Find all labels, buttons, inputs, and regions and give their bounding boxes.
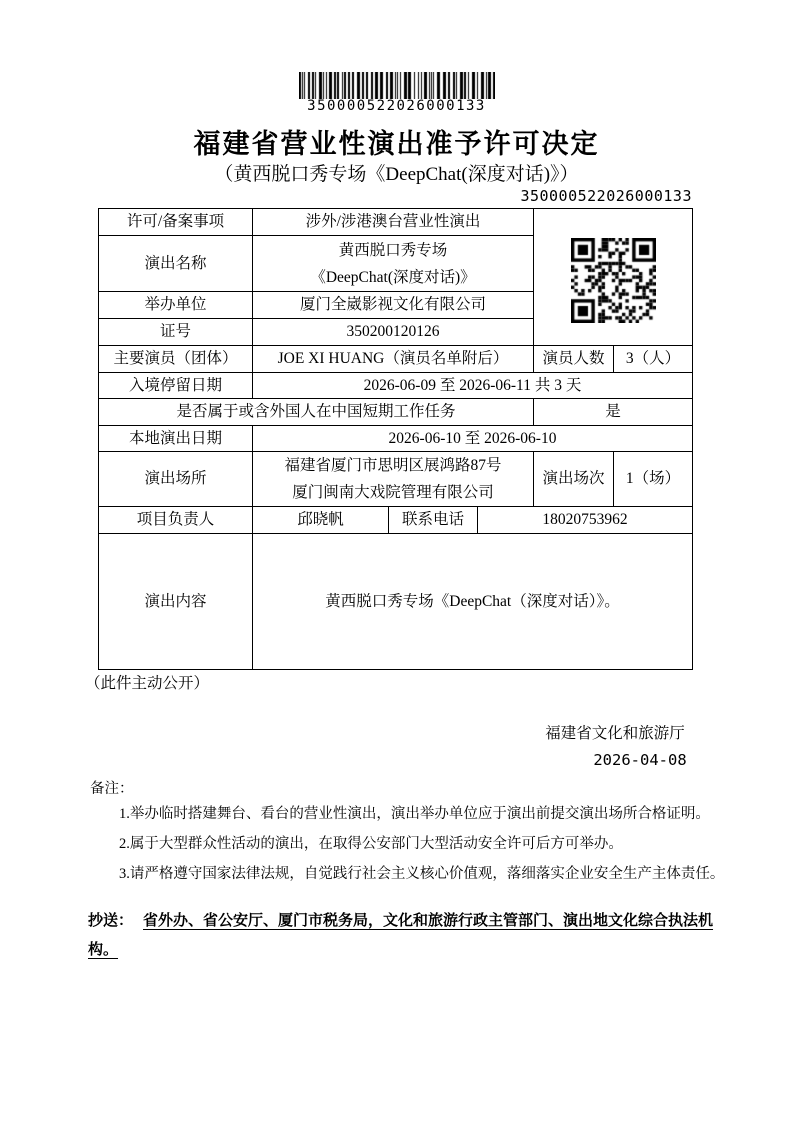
field-value-actor-count: 3（人） bbox=[614, 346, 693, 373]
table-row-manager bbox=[99, 507, 693, 534]
note-item-2: 2.属于大型群众性活动的演出，在取得公安部门大型活动安全许可后方可举办。 bbox=[119, 836, 623, 852]
field-value-foreign-work: 是 bbox=[534, 399, 693, 426]
barcode-image bbox=[299, 72, 495, 99]
qr-cell bbox=[534, 209, 693, 346]
venue-line1: 福建省厦门市思明区展鸿路87号 bbox=[284, 457, 502, 474]
table-row-entry-stay bbox=[99, 373, 693, 399]
field-label-permit-item: 许可/备案事项 bbox=[99, 209, 253, 236]
field-label-phone: 联系电话 bbox=[389, 507, 478, 534]
field-label-manager: 项目负责人 bbox=[99, 507, 253, 534]
field-value-venue bbox=[253, 452, 534, 507]
field-label-sessions: 演出场次 bbox=[534, 452, 614, 507]
note-item-3: 3.请严格遵守国家法律法规，自觉践行社会主义核心价值观，落细落实企业安全生产主体责任。 bbox=[119, 866, 725, 882]
issuer-name: 福建省文化和旅游厅 bbox=[545, 725, 685, 742]
field-value-entry-stay: 2026-06-09 至 2026-06-11 共 3 天 bbox=[253, 373, 693, 399]
cc-value: 省外办、省公安厅、厦门市税务局，文化和旅游行政主管部门、演出地文化综合执法机构。 bbox=[88, 913, 714, 958]
table-row-venue bbox=[99, 452, 693, 507]
field-value-cert-no: 350200120126 bbox=[253, 319, 534, 346]
document-subtitle: （黄西脱口秀专场《DeepChat(深度对话)》） bbox=[214, 164, 579, 185]
field-value-sessions: 1（场） bbox=[614, 452, 693, 507]
field-label-venue: 演出场所 bbox=[99, 452, 253, 507]
notes-heading: 备注： bbox=[90, 781, 134, 797]
field-label-show-name: 演出名称 bbox=[99, 236, 253, 292]
field-value-content: 黄西脱口秀专场《DeepChat（深度对话）》。 bbox=[253, 534, 693, 670]
field-value-permit-item: 涉外/涉港澳台营业性演出 bbox=[253, 209, 534, 236]
barcode-block bbox=[0, 72, 793, 114]
field-label-content: 演出内容 bbox=[99, 534, 253, 670]
barcode-number: 350000522026000133 bbox=[307, 98, 486, 114]
venue-line2: 厦门闽南大戏院管理有限公司 bbox=[292, 484, 494, 501]
table-row-foreign-work bbox=[99, 399, 693, 426]
table-row-permit-item bbox=[99, 209, 693, 236]
show-name-line1: 黄西脱口秀专场 bbox=[338, 241, 448, 259]
field-label-organizer: 举办单位 bbox=[99, 292, 253, 319]
document-title: 福建省营业性演出准予许可决定 bbox=[193, 129, 600, 159]
field-label-entry-stay: 入境停留日期 bbox=[99, 373, 253, 399]
field-label-local-dates: 本地演出日期 bbox=[99, 426, 253, 452]
field-value-local-dates: 2026-06-10 至 2026-06-10 bbox=[253, 426, 693, 452]
table-row-main-actors bbox=[99, 346, 693, 373]
qr-code-image bbox=[571, 238, 656, 323]
document-number: 350000522026000133 bbox=[520, 187, 692, 205]
field-value-manager: 邱晓帆 bbox=[253, 507, 389, 534]
field-value-main-actors: JOE XI HUANG（演员名单附后） bbox=[253, 346, 534, 373]
table-row-local-dates bbox=[99, 426, 693, 452]
show-name-line2: 《DeepChat(深度对话)》 bbox=[310, 268, 476, 286]
field-label-main-actors: 主要演员（团体） bbox=[99, 346, 253, 373]
field-label-cert-no: 证号 bbox=[99, 319, 253, 346]
field-value-show-name bbox=[253, 236, 534, 292]
field-label-foreign-work: 是否属于或含外国人在中国短期工作任务 bbox=[99, 399, 534, 426]
cc-label: 抄送： bbox=[88, 913, 134, 929]
field-value-phone: 18020753962 bbox=[478, 507, 693, 534]
field-label-actor-count: 演员人数 bbox=[534, 346, 614, 373]
issue-date: 2026-04-08 bbox=[593, 751, 687, 769]
note-item-1: 1.举办临时搭建舞台、看台的营业性演出，演出举办单位应于演出前提交演出场所合格证明。 bbox=[119, 806, 710, 822]
table-row-content bbox=[99, 534, 693, 670]
disclosure-note: （此件主动公开） bbox=[85, 675, 210, 692]
cc-block bbox=[88, 907, 738, 965]
permit-table bbox=[98, 208, 693, 670]
field-value-organizer: 厦门全崴影视文化有限公司 bbox=[253, 292, 534, 319]
